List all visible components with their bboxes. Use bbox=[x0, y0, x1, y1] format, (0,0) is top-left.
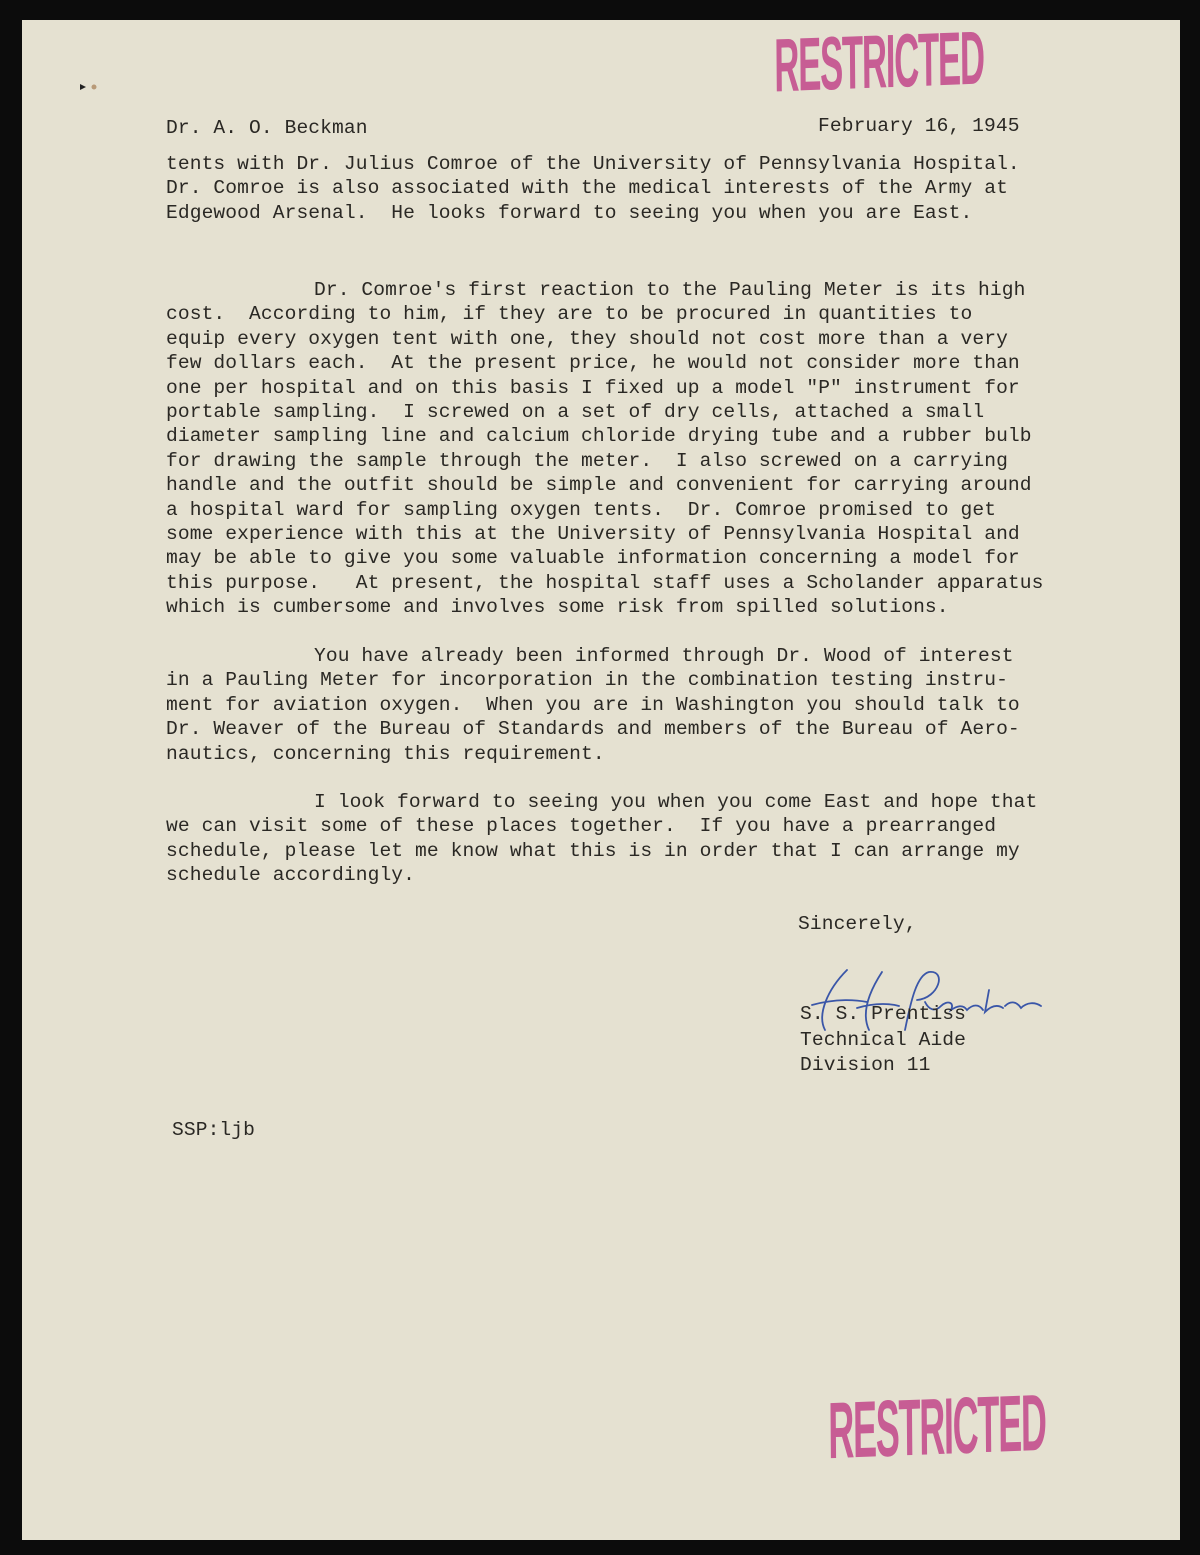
paragraph-1-line: tents with Dr. Julius Comroe of the University of Pennsylvania Hospital. bbox=[166, 153, 1020, 175]
paragraph-4-line: schedule, please let me know what this is in order that I can arrange my bbox=[166, 839, 1020, 862]
paragraph-2-line: Dr. Comroe's first reaction to the Pauling Meter is its high bbox=[314, 279, 1026, 301]
restricted-stamp-bottom: RESTRICTED bbox=[827, 1378, 1046, 1477]
punch-mark-icon bbox=[80, 82, 100, 92]
paragraph-3-line: Dr. Weaver of the Bureau of Standards and members of the Bureau of Aero- bbox=[166, 718, 1020, 741]
restricted-stamp-top: RESTRICTED bbox=[773, 14, 985, 108]
paragraph-2-line: equip every oxygen tent with one, they should not cost more than a very bbox=[166, 327, 1008, 350]
paragraph-2-line: a hospital ward for sampling oxygen tents. Dr. Comroe promised to get bbox=[166, 498, 997, 521]
paragraph-1-line: Edgewood Arsenal. He looks forward to seeing you when you are East. bbox=[166, 201, 973, 224]
recipient: Dr. A. O. Beckman bbox=[166, 117, 368, 139]
closing: Sincerely, bbox=[798, 913, 917, 935]
signer-title: Technical Aide bbox=[800, 1029, 967, 1051]
paragraph-2-line: portable sampling. I screwed on a set of dry cells, attached a small bbox=[166, 401, 985, 423]
paragraph-1-line: Dr. Comroe is also associated with the medical interests of the Army at bbox=[166, 177, 1008, 200]
paragraph-2-line: may be able to give you some valuable information concerning a model for bbox=[166, 547, 1020, 570]
paragraph-4-line: we can visit some of these places together. If you have a prearranged bbox=[166, 815, 997, 838]
paragraph-3-line: nautics, concerning this requirement. bbox=[166, 742, 605, 765]
paragraph-2-line: some experience with this at the University of Pennsylvania Hospital and bbox=[166, 523, 1020, 545]
paragraph-2-line: diameter sampling line and calcium chloride drying tube and a rubber bulb bbox=[166, 425, 1032, 448]
paragraph-2-line: handle and the outfit should be simple and convenient for carrying around bbox=[166, 474, 1032, 497]
paragraph-2-line: one per hospital and on this basis I fixed up a model "P" instrument for bbox=[166, 376, 1020, 399]
paragraph-3-line: in a Pauling Meter for incorporation in the combination testing instru- bbox=[166, 669, 1008, 692]
paragraph-2-line: which is cumbersome and involves some risk from spilled solutions. bbox=[166, 596, 949, 619]
letter-page bbox=[22, 14, 1180, 1540]
paragraph-3-line: You have already been informed through Dr. Wood of interest bbox=[314, 645, 1014, 667]
paragraph-2-line: this purpose. At present, the hospital staff uses a Scholander apparatus bbox=[166, 571, 1044, 594]
letter-date: February 16, 1945 bbox=[818, 115, 1020, 137]
paragraph-3-line: ment for aviation oxygen. When you are in Washington you should talk to bbox=[166, 693, 1020, 716]
signer-division: Division 11 bbox=[800, 1054, 931, 1076]
paragraph-4-line: schedule accordingly. bbox=[166, 864, 416, 887]
paragraph-2-line: for drawing the sample through the meter. I also screwed on a carrying bbox=[166, 449, 1008, 472]
paragraph-2-line: few dollars each. At the present price, he would not consider more than bbox=[166, 352, 1020, 375]
paragraph-4-line: I look forward to seeing you when you come East and hope that bbox=[314, 791, 1038, 813]
signer-name: S. S. Prentiss bbox=[800, 1003, 967, 1025]
paragraph-2-line: cost. According to him, if they are to be procured in quantities to bbox=[166, 303, 973, 326]
reference-initials: SSP:ljb bbox=[172, 1119, 256, 1141]
